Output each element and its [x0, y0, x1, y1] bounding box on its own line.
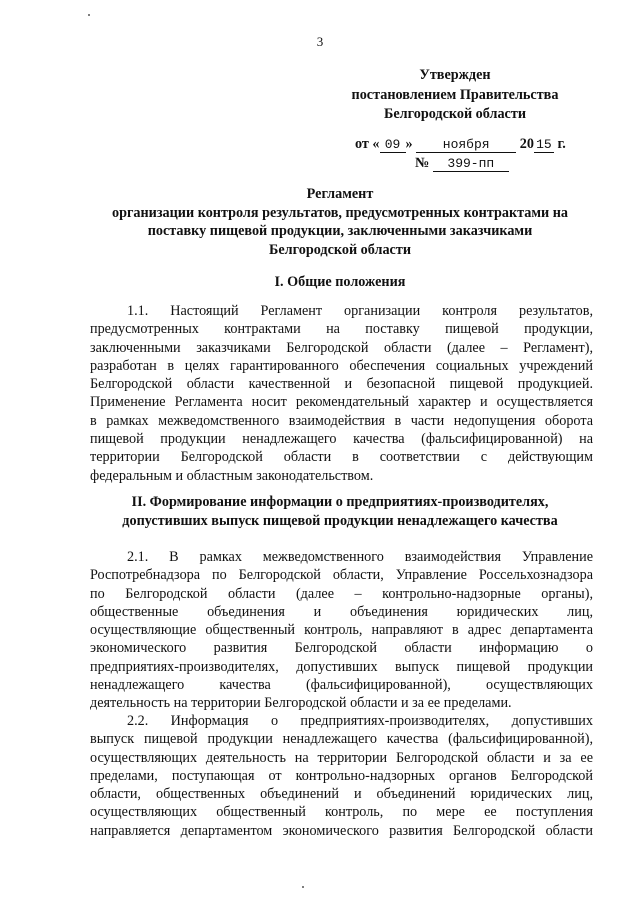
date-day: 09 [380, 137, 406, 153]
scan-speck [88, 14, 90, 16]
section-2-heading-line-1: II. Формирование информации о предприятиях-производителях, [131, 494, 549, 510]
text-line: осуществляющих общественный контроль, по мере ее поступления [90, 804, 593, 821]
text-line: территории Белгородской области в соответствии с действующим [90, 449, 593, 466]
date-year-suffix: 15 [534, 137, 554, 153]
section-1-heading: I. Общие положения [274, 274, 406, 290]
text-line: экономического развития Белгородской области информацию о [90, 640, 593, 657]
text-line: заключенными заказчиками Белгородской области (далее – Регламент), [90, 339, 593, 356]
text-line: 1.1. Настоящий Регламент организации контроля результатов, [127, 303, 593, 319]
text-line: разработан в целях гарантированного обеспечения социальных учреждений [90, 357, 593, 374]
paragraph-1-1 [90, 302, 593, 485]
text-line: деятельность на территории Белгородской области и за ее пределами. [90, 695, 512, 712]
title-line-2: организации контроля результатов, предусмотренных контрактами на [111, 204, 569, 221]
paragraph-2-1 [90, 548, 593, 713]
text-line: направляется департаментом экономического развития Белгородской области [90, 822, 593, 839]
section-2-heading [70, 493, 610, 531]
text-line: Белгородской области качественной и безопасной пищевой продукцией. [90, 376, 593, 393]
approval-line-3: Белгородской области [384, 106, 526, 122]
page-number: 3 [316, 34, 324, 49]
text-line: по Белгородской области (далее – контрольно-надзорные органы), [90, 585, 593, 602]
text-line: осуществляющих деятельность на территории Белгородской области и за ее [90, 749, 593, 766]
text-line: ненадлежащего качества (фальсифицированной), осуществляющих [90, 677, 593, 694]
document-title [80, 185, 600, 259]
text-line: пределами, поступающая от контрольно-надзорных органов Белгородской [90, 767, 593, 784]
text-line: выпуск пищевой продукции ненадлежащего качества (фальсифицированной), [90, 731, 593, 748]
approval-block [330, 66, 580, 125]
text-line: федеральным и областным законодательством. [90, 467, 374, 484]
text-line: Применение Регламента носит рекомендательный характер и осуществляется [90, 394, 593, 411]
date-month: ноября [416, 137, 516, 153]
text-line: осуществляющие общественный контроль, направляют в адрес департамента [90, 622, 593, 639]
approval-line-1: Утвержден [419, 67, 491, 83]
approval-date [355, 136, 566, 153]
text-line: Роспотребнадзора по Белгородской области, Управление Россельхознадзора [90, 567, 593, 584]
date-prefix: от « [355, 136, 380, 152]
text-line: 2.2. Информация о предприятиях-производителях, допустивших [127, 713, 593, 729]
title-line-4: Белгородской области [269, 241, 411, 258]
text-line: в рамках межведомственного взаимодействия в части недопущения оборота [90, 412, 593, 429]
text-line: области, общественных объединений и объединений юридических лиц, [90, 786, 593, 803]
number-label: № [415, 155, 430, 171]
text-line: 2.1. В рамках межведомственного взаимодействия Управление [127, 549, 593, 565]
text-line: пищевой продукции ненадлежащего качества (фальсифицированной) на [90, 431, 593, 448]
date-year-end: г. [557, 136, 566, 152]
text-line: общественные объединения и объединения юридических лиц, [90, 603, 593, 620]
title-line-1: Регламент [306, 186, 374, 202]
scan-speck [302, 886, 304, 888]
approval-number [415, 155, 509, 172]
approval-line-2: постановлением Правительства [351, 86, 559, 103]
date-mid: » [405, 136, 413, 152]
number-value: 399-пп [433, 156, 509, 172]
title-line-3: поставку пищевой продукции, заключенными заказчиками [147, 223, 533, 239]
text-line: предприятиях-производителях, допустивших выпуск пищевой продукции [90, 658, 593, 675]
section-2-heading-line-2: допустивших выпуск пищевой продукции ненадлежащего качества [122, 513, 558, 529]
text-line: предусмотренных контрактами на поставку пищевой продукции, [90, 321, 593, 338]
date-year-prefix: 20 [519, 136, 534, 152]
paragraph-2-2 [90, 712, 593, 840]
